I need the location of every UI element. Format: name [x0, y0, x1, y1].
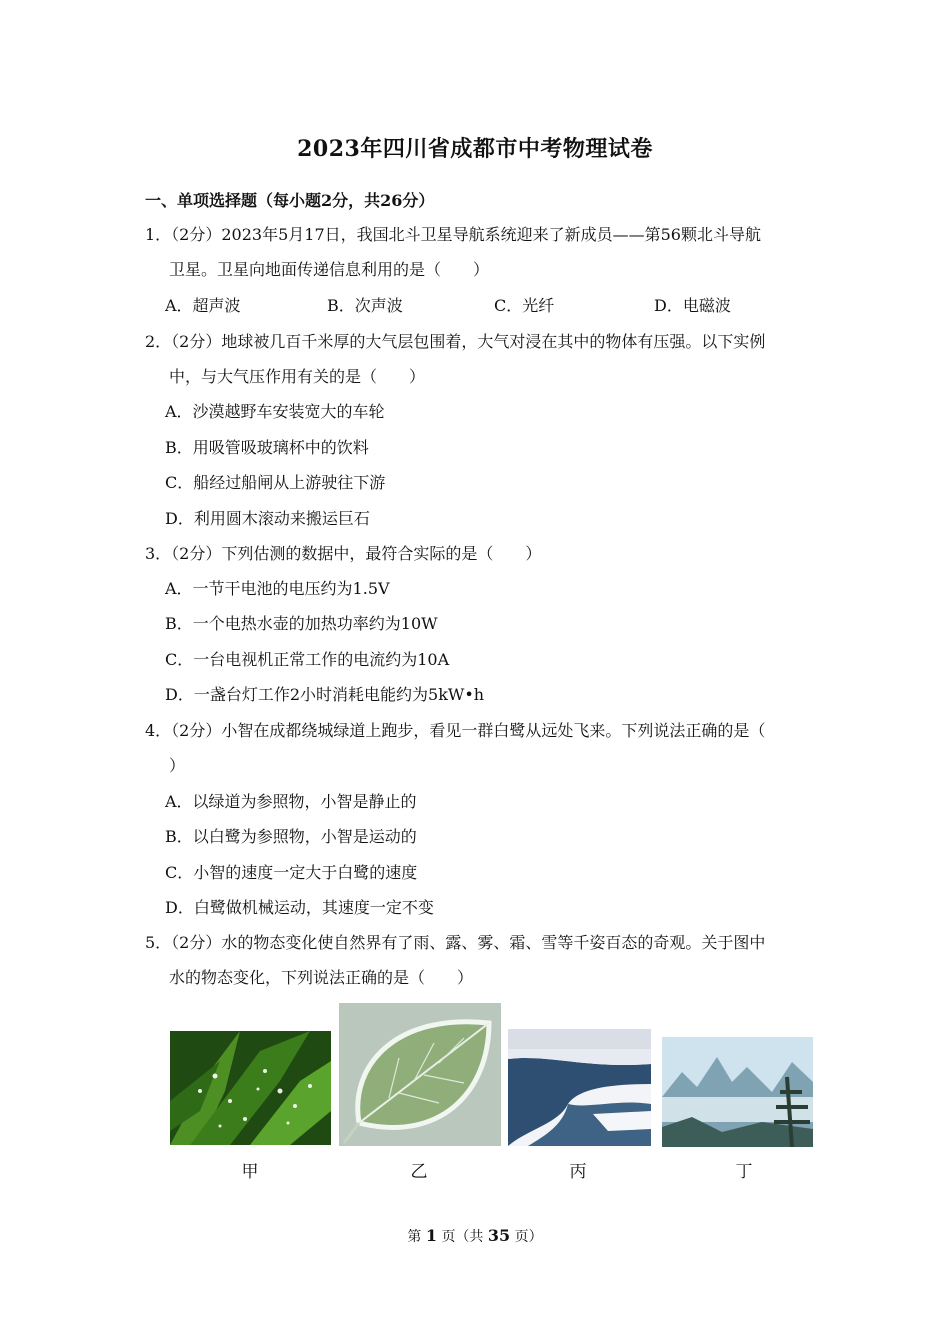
question-4-option-c: C．小智的速度一定大于白鹭的速度 [165, 863, 418, 882]
question-2-option-b: B．用吸管吸玻璃杯中的饮料 [165, 438, 369, 457]
question-2-stem-line1: 2．（2分）地球被几百千米厚的大气层包围着，大气对浸在其中的物体有压强。以下实例 [145, 332, 766, 351]
figure-caption-jia: 甲 [241, 1162, 259, 1182]
question-3-option-d: D．一盏台灯工作2小时消耗电能约为5kW•h [165, 685, 485, 704]
question-4-option-d: D．白鹭做机械运动，其速度一定不变 [165, 898, 434, 917]
footer-suffix: 页） [514, 1229, 543, 1245]
dew-on-leaves-image [170, 1031, 331, 1145]
section-heading: 一、单项选择题（每小题2分，共26分） [145, 191, 435, 210]
figure-caption-ding: 丁 [735, 1162, 753, 1182]
question-4-stem-line2: ） [169, 756, 186, 775]
misty-mountains-image [662, 1037, 813, 1147]
question-5-stem-line2: 水的物态变化，下列说法正确的是（ ） [169, 968, 474, 987]
question-3 [145, 536, 810, 571]
footer-middle: 页（共 [441, 1229, 484, 1245]
question-1-stem-line1: 1．（2分）2023年5月17日，我国北斗卫星导航系统迎来了新成员——第56颗北斗导航 [145, 225, 761, 244]
question-5-stem-line1: 5．（2分）水的物态变化使自然界有了雨、露、雾、霜、雪等千姿百态的奇观。关于图中 [145, 933, 766, 952]
question-1-option-b: B．次声波 [327, 296, 403, 315]
page-title: 2023年四川省成都市中考物理试卷 [297, 136, 653, 162]
question-1-option-d: D．电磁波 [654, 296, 731, 315]
page-footer [0, 1226, 950, 1246]
footer-prefix: 第 [407, 1229, 422, 1245]
question-2-option-c: C．船经过船闸从上游驶往下游 [165, 473, 386, 492]
question-5 [145, 925, 810, 995]
question-1-option-a: A．超声波 [165, 296, 241, 315]
question-1-options [165, 296, 825, 316]
snowy-stream-image [508, 1029, 651, 1146]
footer-page-number: 1 [425, 1226, 437, 1245]
question-3-option-b: B．一个电热水壶的加热功率约为10W [165, 614, 438, 633]
footer-total-pages: 35 [487, 1226, 511, 1245]
question-4-option-a: A．以绿道为参照物，小智是静止的 [165, 792, 417, 811]
question-2-stem-line2: 中，与大气压作用有关的是（ ） [169, 367, 426, 386]
question-2-option-a: A．沙漠越野车安装宽大的车轮 [165, 402, 385, 421]
question-3-stem-line1: 3．（2分）下列估测的数据中，最符合实际的是（ ） [145, 544, 542, 563]
question-4-stem-line1: 4．（2分）小智在成都绕城绿道上跑步，看见一群白鹭从远处飞来。下列说法正确的是（ [145, 721, 766, 740]
figure-caption-bing: 丙 [569, 1162, 587, 1182]
question-1-stem-line2: 卫星。卫星向地面传递信息利用的是（ ） [169, 260, 490, 279]
question-2 [145, 324, 810, 394]
question-1 [145, 217, 810, 287]
question-4 [145, 713, 810, 783]
question-3-option-c: C．一台电视机正常工作的电流约为10A [165, 650, 450, 669]
question-4-option-b: B．以白鹭为参照物，小智是运动的 [165, 827, 417, 846]
frost-leaf-image [339, 1003, 501, 1146]
figure-caption-yi: 乙 [410, 1162, 428, 1182]
question-1-option-c: C．光纤 [494, 296, 555, 315]
question-2-option-d: D．利用圆木滚动来搬运巨石 [165, 509, 370, 528]
question-3-option-a: A．一节干电池的电压约为1.5V [165, 579, 390, 598]
